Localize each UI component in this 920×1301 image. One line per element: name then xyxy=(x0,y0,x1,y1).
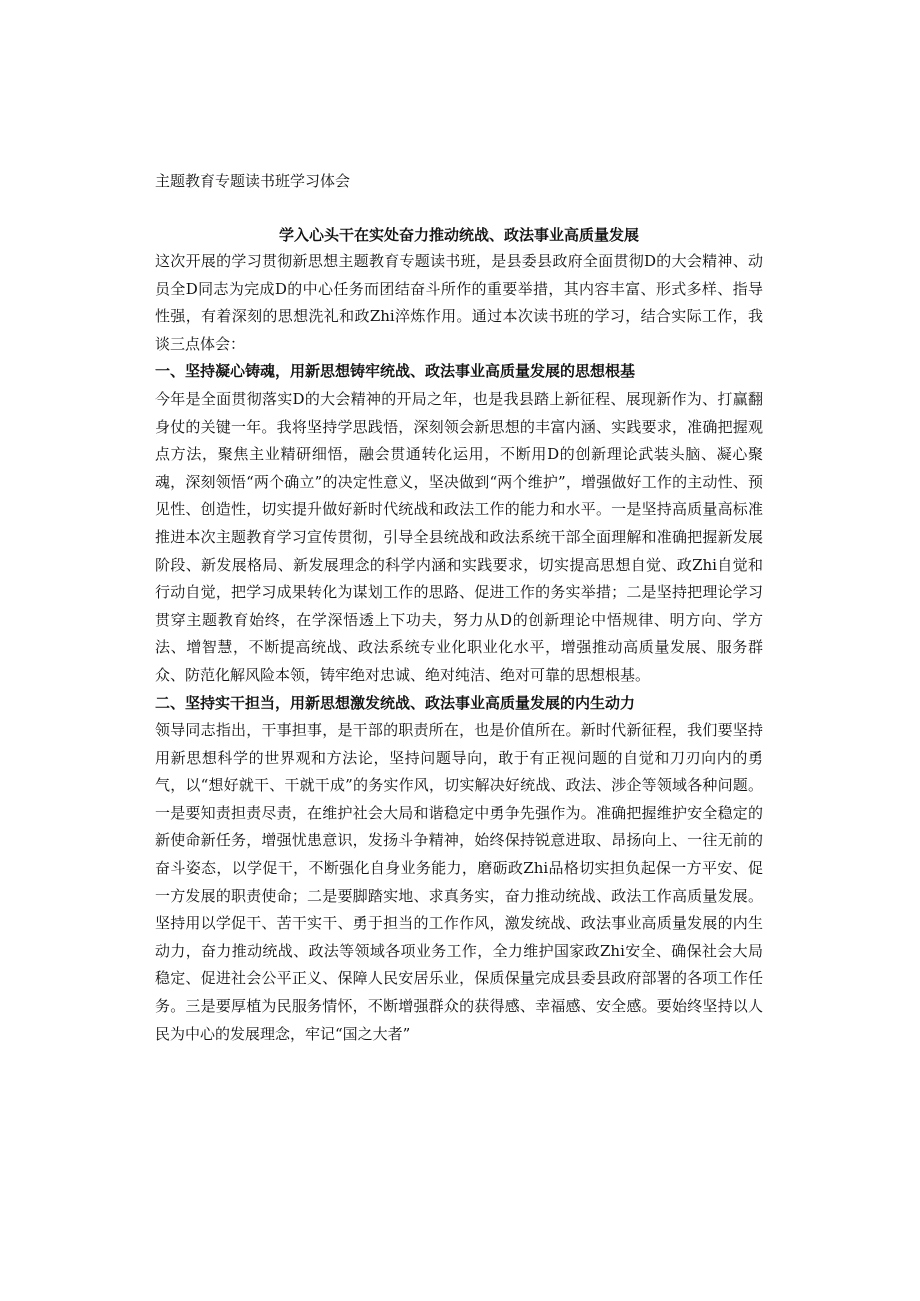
intro-paragraph: 这次开展的学习贯彻新思想主题教育专题读书班，是县委县政府全面贯彻D的大会精神、动员全D同志为完成D的中心任务而团结奋斗所作的重要举措，其内容丰富、形式多样、指导性强，有着深刻的思想洗礼和政Zhi淬炼作用。通过本次读书班的学习，结合实际工作，我谈三点体会： xyxy=(155,252,763,353)
section-body-2: 领导同志指出，干事担事，是干部的职责所在，也是价值所在。新时代新征程，我们要坚持用新思想科学的世界观和方法论，坚持问题导向，敢于有正视问题的自觉和刀刃向内的勇气，以“想好就干、干就干成”的务实作风，切实解决好统战、政法、涉企等领域各种问题。一是要知责担责尽责，在维护社会大局和谐稳定中勇争先强作为。准确把握维护安全稳定的新使命新任务，增强忧患意识，发扬斗争精神，始终保持锐意进取、昂扬向上、一往无前的奋斗姿态，以学促干，不断强化自身业务能力，磨砺政Zhi品格切实担负起保一方平安、促一方发展的职责使命；二是要脚踏实地、求真务实，奋力推动统战、政法工作高质量发展。坚持用以学促干、苦干实干、勇于担当的工作作风，激发统战、政法事业高质量发展的内生动力，奋力推动统战、政法等领域各项业务工作，全力维护国家政Zhi安全、确保社会大局稳定、促进社会公平正义、保障人民安居乐业，保质保量完成县委县政府部署的各项工作任务。三是要厚植为民服务情怀，不断增强群众的获得感、幸福感、安全感。要始终坚持以人民为中心的发展理念，牢记“国之大者” xyxy=(155,721,763,1043)
section-heading-1: 一、坚持凝心铸魂，用新思想铸牢统战、政法事业高质量发展的思想根基 xyxy=(155,362,636,381)
document-title: 学入心头干在实处奋力推动统战、政法事业高质量发展 xyxy=(278,226,639,244)
section-heading-2: 二、坚持实干担当，用新思想激发统战、政法事业高质量发展的内生动力 xyxy=(155,693,636,712)
document-label: 主题教育专题读书班学习体会 xyxy=(155,172,351,190)
section-body-1: 今年是全面贯彻落实D的大会精神的开局之年，也是我县踏上新征程、展现新作为、打赢翻身仗的关键一年。我将坚持学思践悟，深刻领会新思想的丰富内涵、实践要求，准确把握观点方法，聚焦主业精研细悟，融会贯通转化运用，不断用D的创新理论武装头脑、凝心聚魂，深刻领悟“两个确立”的决定性意义，坚决做到“两个维护”，增强做好工作的主动性、预见性、创造性，切实提升做好新时代统战和政法工作的能力和水平。一是坚持高质量高标准推进本次主题教育学习宣传贯彻，引导全县统战和政法系统干部全面理解和准确把握新发展阶段、新发展格局、新发展理念的科学内涵和实践要求，切实提高思想自觉、政Zhi自觉和行动自觉，把学习成果转化为谋划工作的思路、促进工作的务实举措；二是坚持把理论学习贯穿主题教育始终，在学深悟透上下功夫，努力从D的创新理论中悟规律、明方向、学方法、增智慧，不断提高统战、政法系统专业化职业化水平，增强推动高质量发展、服务群众、防范化解风险本领，铸牢绝对忠诚、绝对纯洁、绝对可靠的思想根基。 xyxy=(155,389,763,684)
document-page xyxy=(155,168,763,1048)
